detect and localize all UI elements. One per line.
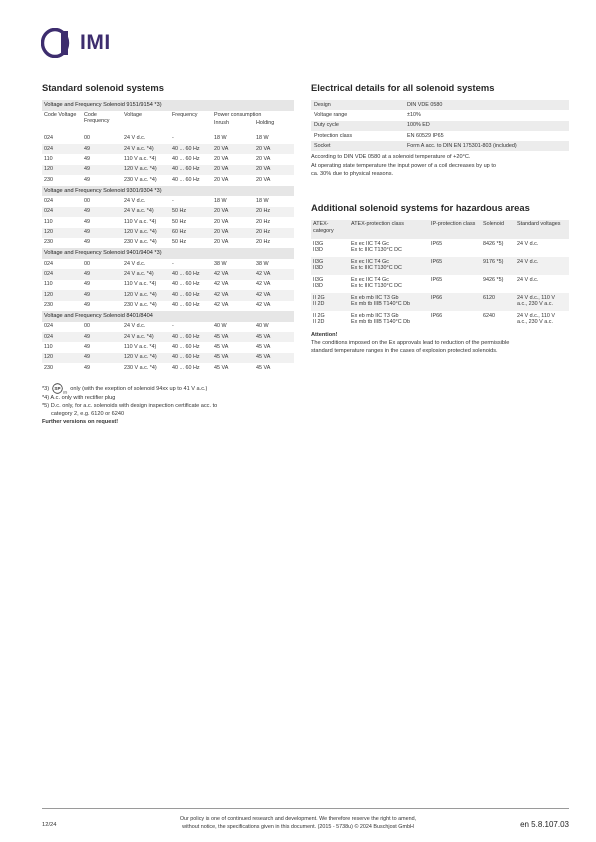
- table-cell: 20 VA: [212, 165, 254, 175]
- table-cell: 00: [84, 197, 90, 204]
- table-cell: 45 VA: [254, 332, 294, 342]
- table-row: [42, 322, 294, 332]
- table-cell: 49: [82, 353, 122, 363]
- table-cell: 49: [82, 332, 122, 342]
- table-cell: 110: [44, 218, 53, 225]
- table-cell: 024: [44, 260, 53, 267]
- group-header-row: [42, 311, 294, 322]
- table-cell: 40 ... 60 Hz: [172, 364, 200, 371]
- table-cell: 40 ... 60 Hz: [172, 176, 200, 183]
- detail-key: Protection class: [314, 132, 353, 139]
- table-row: [311, 311, 569, 329]
- table-cell: 20 VA: [254, 165, 294, 175]
- table-cell: 45 VA: [214, 364, 229, 371]
- table-cell: 40 ... 60 Hz: [170, 290, 212, 300]
- table-cell: 00: [84, 135, 90, 142]
- atex-cell: II3G II3D: [311, 257, 349, 275]
- table-row: [42, 301, 294, 311]
- column-header-voltage: Voltage: [124, 111, 142, 118]
- table-cell: 50 Hz: [172, 218, 187, 225]
- page-number: 12/24: [42, 822, 57, 828]
- table-cell: 24 V d.c.: [124, 135, 146, 142]
- table-row: [42, 207, 294, 217]
- table-row: [42, 154, 294, 164]
- table-row: [42, 217, 294, 227]
- table-cell: 120: [42, 165, 82, 175]
- table-cell: -: [172, 323, 174, 330]
- table-row: [311, 275, 569, 293]
- table-cell: 49: [82, 228, 122, 238]
- table-row: [42, 280, 294, 290]
- table-cell: 230 V a.c. *4): [124, 239, 157, 246]
- table-cell: 024: [44, 323, 53, 330]
- standard-solenoid-section: [42, 82, 294, 426]
- table-cell: 024: [42, 332, 82, 342]
- atex-cell: IP65: [431, 276, 443, 283]
- footer-disclaimer: Our policy is one of continued research and development. We therefore reserve the right to amend, without notice, the specifications given in this document. (2015 - 5738u) © 2024 Buschjost GmbH: [179, 816, 417, 830]
- table-row: [311, 293, 569, 311]
- table-row: [42, 134, 294, 144]
- table-cell: 24 V a.c. *4): [122, 269, 170, 279]
- svg-text:SP: SP: [54, 385, 61, 391]
- table-row: [42, 144, 294, 154]
- atex-cell: IP66: [429, 293, 481, 311]
- table-cell: 024: [44, 197, 53, 204]
- atex-cell: Ex ec IIC T4 Gc Ex tc IIIC T130°C DC: [351, 240, 402, 254]
- column-header-frequency: Frequency: [172, 111, 198, 118]
- column-header-code-voltage: Code Voltage: [44, 111, 77, 118]
- table-cell: 45 VA: [256, 364, 271, 371]
- table-cell: 49: [84, 281, 90, 288]
- column-header-holding: Holding: [256, 120, 275, 127]
- table-row: [311, 121, 569, 131]
- detail-key: Design: [311, 100, 404, 110]
- right-column: [311, 82, 569, 355]
- table-cell: 120 V a.c. *4): [122, 353, 170, 363]
- table-cell: 110: [44, 156, 53, 163]
- table-row: [311, 131, 569, 141]
- group-label: Voltage and Frequency Solenoid 9401/9404 *3): [42, 248, 294, 259]
- table-cell: 110 V a.c. *4): [124, 281, 157, 288]
- imi-logo-mark: [41, 28, 77, 58]
- table-cell: 18 W: [256, 197, 269, 204]
- table-cell: 49: [84, 302, 90, 309]
- footnote-4: *4) A.c. only with rectifier plug: [42, 394, 116, 401]
- table-cell: 49: [84, 344, 90, 351]
- section-title: Standard solenoid systems: [42, 82, 164, 93]
- table-cell: 20 Hz: [256, 239, 271, 246]
- table-cell: 20 VA: [212, 228, 254, 238]
- table-cell: 110 V a.c. *4): [124, 344, 157, 351]
- table-cell: 120 V a.c. *4): [122, 290, 170, 300]
- table-cell: 49: [82, 144, 122, 154]
- table-cell: 120: [42, 228, 82, 238]
- table-cell: 50 Hz: [170, 207, 212, 217]
- table-row: [42, 269, 294, 279]
- atex-header-cell: Standard voltages: [515, 220, 569, 239]
- table-cell: 110 V a.c. *4): [124, 218, 157, 225]
- detail-value: 100% ED: [404, 121, 569, 131]
- table-cell: -: [172, 260, 174, 267]
- footnote-5: *5) D.c. only, for a.c. solenoids with design inspection certificate acc. to: [42, 402, 218, 409]
- table-row: [42, 196, 294, 206]
- table-cell: 49: [84, 239, 90, 246]
- atex-cell: IP65: [429, 257, 481, 275]
- table-row: [311, 141, 569, 151]
- table-cell: 50 Hz: [172, 239, 187, 246]
- table-cell: 40 ... 60 Hz: [170, 165, 212, 175]
- table-row: [42, 363, 294, 373]
- table-cell: 20 Hz: [254, 228, 294, 238]
- atex-cell: II3G II3D: [313, 276, 324, 290]
- detail-key: Duty cycle: [311, 121, 404, 131]
- table-cell: 42 VA: [254, 269, 294, 279]
- table-cell: -: [172, 197, 174, 204]
- detail-value: Form A acc. to DIN EN 175301-803 (included): [404, 141, 569, 151]
- atex-cell: II 2G II 2D: [313, 312, 325, 326]
- logo-text: IMI: [80, 31, 111, 54]
- atex-cell: 24 V d.c., 110 V a.c., 230 V a.c.: [517, 312, 555, 326]
- table-cell: 20 VA: [214, 218, 229, 225]
- table-cell: 42 VA: [212, 290, 254, 300]
- table-cell: 40 ... 60 Hz: [172, 156, 200, 163]
- table-row: [42, 353, 294, 363]
- footer-divider: [42, 808, 569, 809]
- table-cell: 20 VA: [214, 156, 229, 163]
- standard-solenoid-table: [42, 100, 294, 374]
- table-cell: 20 VA: [256, 156, 271, 163]
- table-cell: 230: [44, 302, 53, 309]
- atex-header-cell: ATEX-category: [311, 220, 349, 239]
- table-cell: 120 V a.c. *4): [122, 228, 170, 238]
- table-cell: -: [172, 135, 174, 142]
- table-cell: 49: [82, 165, 122, 175]
- atex-cell: Ex eb mb IIC T3 Gb Ex mb tb IIIB T140°C Db: [351, 312, 410, 326]
- table-cell: 20 VA: [256, 176, 271, 183]
- table-cell: 20 VA: [212, 144, 254, 154]
- table-cell: 49: [84, 218, 90, 225]
- column-header-power: Power consumption: [214, 111, 262, 118]
- table-cell: 230: [44, 176, 53, 183]
- atex-cell: 24 V d.c.: [517, 240, 539, 247]
- table-row: [42, 228, 294, 238]
- table-row: [42, 259, 294, 269]
- detail-key: Socket: [311, 141, 404, 151]
- table-cell: 49: [84, 156, 90, 163]
- group-label: Voltage and Frequency Solenoid 8401/8404: [42, 311, 294, 322]
- table-cell: 00: [84, 260, 90, 267]
- atex-cell: IP65: [431, 240, 443, 247]
- footnote-3: *3) SP US only (with the exeption of solenoid 94xx up to 41 V a.c.): [42, 383, 294, 394]
- table-cell: 49: [84, 176, 90, 183]
- table-cell: 42 VA: [214, 281, 229, 288]
- atex-cell: 24 V d.c.: [517, 276, 539, 283]
- table-cell: 230: [44, 364, 53, 371]
- table-cell: 45 VA: [212, 353, 254, 363]
- atex-cell: Ex eb mb IIC T3 Gb Ex mb tb IIIB T140°C Db: [349, 293, 429, 311]
- group-header-row: [42, 100, 294, 111]
- table-cell: 024: [42, 207, 82, 217]
- atex-cell: 6240: [483, 312, 495, 319]
- atex-header-cell: ATEX-protection class: [349, 220, 429, 239]
- table-cell: 110 V a.c. *4): [124, 156, 157, 163]
- table-cell: 20 VA: [212, 207, 254, 217]
- table-cell: 40 W: [256, 323, 269, 330]
- table-cell: 45 VA: [212, 332, 254, 342]
- imi-logo: [41, 28, 111, 58]
- atex-cell: 8426 *5): [483, 240, 504, 247]
- electrical-details-table: [311, 100, 569, 151]
- table-row: [42, 342, 294, 352]
- table-row: [311, 257, 569, 275]
- table-cell: 024: [42, 144, 82, 154]
- hazardous-areas-title: Additional solenoid systems for hazardous areas: [311, 201, 530, 213]
- atex-cell: 9426 *5): [483, 276, 504, 283]
- table-cell: 40 ... 60 Hz: [170, 353, 212, 363]
- table-cell: 120: [42, 290, 82, 300]
- table-cell: 40 W: [214, 323, 227, 330]
- table-row: [42, 290, 294, 300]
- atex-cell: Ex ec IIC T4 Gc Ex tc IIIC T130°C DC: [351, 276, 402, 290]
- table-cell: 40 ... 60 Hz: [170, 144, 212, 154]
- table-cell: 49: [84, 364, 90, 371]
- table-cell: 42 VA: [254, 290, 294, 300]
- table-cell: 024: [44, 135, 53, 142]
- table-cell: 40 ... 60 Hz: [172, 302, 200, 309]
- table-cell: 49: [82, 207, 122, 217]
- group-label: Voltage and Frequency Solenoid 9151/9154 *3): [42, 100, 294, 111]
- table-row: [311, 239, 569, 257]
- group-header-row: [42, 186, 294, 197]
- electrical-details-title: Electrical details for all solenoid systems: [311, 82, 495, 93]
- atex-cell: IP66: [431, 312, 443, 319]
- table-cell: 24 V a.c. *4): [122, 332, 170, 342]
- table-cell: 45 VA: [256, 344, 271, 351]
- table-cell: 024: [42, 269, 82, 279]
- table-cell: 24 V d.c.: [124, 323, 146, 330]
- table-cell: 110: [44, 344, 53, 351]
- table-cell: 40 ... 60 Hz: [170, 332, 212, 342]
- table-cell: 60 Hz: [170, 228, 212, 238]
- attention-note: Attention! The conditions imposed on the Ex approvals lead to reduction of the permissible standard temperature ranges in the cases of explosion protected solenoids.: [311, 331, 510, 355]
- table-cell: 120: [42, 353, 82, 363]
- group-header-row: [42, 248, 294, 259]
- table-row: [42, 332, 294, 342]
- table-cell: 45 VA: [214, 344, 229, 351]
- atex-header-cell: Solenoid: [481, 220, 515, 239]
- table-cell: 230 V a.c. *4): [124, 302, 157, 309]
- document-code: en 5.8.107.03: [520, 820, 569, 829]
- atex-cell: 6120: [481, 293, 515, 311]
- table-cell: 40 ... 60 Hz: [172, 281, 200, 288]
- table-cell: 38 W: [256, 260, 269, 267]
- group-label: Voltage and Frequency Solenoid 9301/9304 *3): [42, 186, 294, 197]
- electrical-notes: According to DIN VDE 0580 at a solenoid temperature of +20°C. At operating state temperature the input power of a coil decreases by up to ca. 30% due to physical reasons.: [311, 154, 497, 177]
- table-cell: 49: [82, 269, 122, 279]
- table-cell: 42 VA: [256, 281, 271, 288]
- table-cell: 20 Hz: [256, 218, 271, 225]
- table-cell: 230: [44, 239, 53, 246]
- table-cell: 42 VA: [256, 302, 271, 309]
- further-versions-note: Further versions on request!: [42, 418, 119, 425]
- atex-cell: 24 V d.c., 110 V a.c., 230 V a.c.: [515, 293, 569, 311]
- footnote-5-cont: category 2, e.g. 6120 or 6240: [51, 410, 125, 417]
- table-cell: 40 ... 60 Hz: [172, 344, 200, 351]
- atex-cell: 24 V d.c.: [515, 257, 569, 275]
- table-row: [42, 165, 294, 175]
- table-cell: 18 W: [214, 197, 227, 204]
- table-cell: 120 V a.c. *4): [122, 165, 170, 175]
- table-cell: 18 W: [256, 135, 269, 142]
- table-cell: 42 VA: [214, 302, 229, 309]
- cert-mark-label: US: [62, 390, 67, 394]
- atex-cell: II 2G II 2D: [311, 293, 349, 311]
- column-header-row: [42, 111, 294, 119]
- atex-table: [311, 220, 569, 329]
- table-cell: 20 VA: [254, 144, 294, 154]
- table-cell: 24 V d.c.: [124, 197, 146, 204]
- column-header-code-frequency: Code Frequency: [84, 111, 110, 125]
- detail-value: ±10%: [407, 112, 421, 119]
- atex-cell: Ex ec IIC T4 Gc Ex tc IIIC T130°C DC: [349, 257, 429, 275]
- table-cell: 24 V a.c. *4): [122, 144, 170, 154]
- detail-value: DIN VDE 0580: [404, 100, 569, 110]
- atex-cell: II3G II3D: [313, 240, 324, 254]
- table-cell: 38 W: [214, 260, 227, 267]
- table-cell: 24 V d.c.: [124, 260, 146, 267]
- table-row: [311, 110, 569, 120]
- detail-key: Voltage range: [314, 112, 348, 119]
- table-cell: 20 VA: [214, 176, 229, 183]
- table-cell: 20 VA: [214, 239, 229, 246]
- table-cell: 18 W: [214, 135, 227, 142]
- detail-value: EN 60529 IP65: [407, 132, 444, 139]
- table-cell: 230 V a.c. *4): [124, 176, 157, 183]
- table-cell: 230 V a.c. *4): [124, 364, 157, 371]
- table-cell: 42 VA: [212, 269, 254, 279]
- table-row: [42, 175, 294, 185]
- footnotes: [42, 383, 294, 426]
- table-row: [42, 238, 294, 248]
- table-cell: 20 Hz: [254, 207, 294, 217]
- table-cell: 110: [44, 281, 53, 288]
- table-cell: 49: [82, 290, 122, 300]
- table-cell: 40 ... 60 Hz: [170, 269, 212, 279]
- atex-cell: 9176 *5): [481, 257, 515, 275]
- column-header-inrush: Inrush: [214, 120, 229, 127]
- atex-header-row: [311, 220, 569, 239]
- atex-header-cell: IP-protection class: [429, 220, 481, 239]
- table-cell: 00: [84, 323, 90, 330]
- table-cell: 24 V a.c. *4): [122, 207, 170, 217]
- csa-us-certification-icon: [52, 383, 68, 394]
- table-row: [311, 100, 569, 110]
- table-cell: 45 VA: [254, 353, 294, 363]
